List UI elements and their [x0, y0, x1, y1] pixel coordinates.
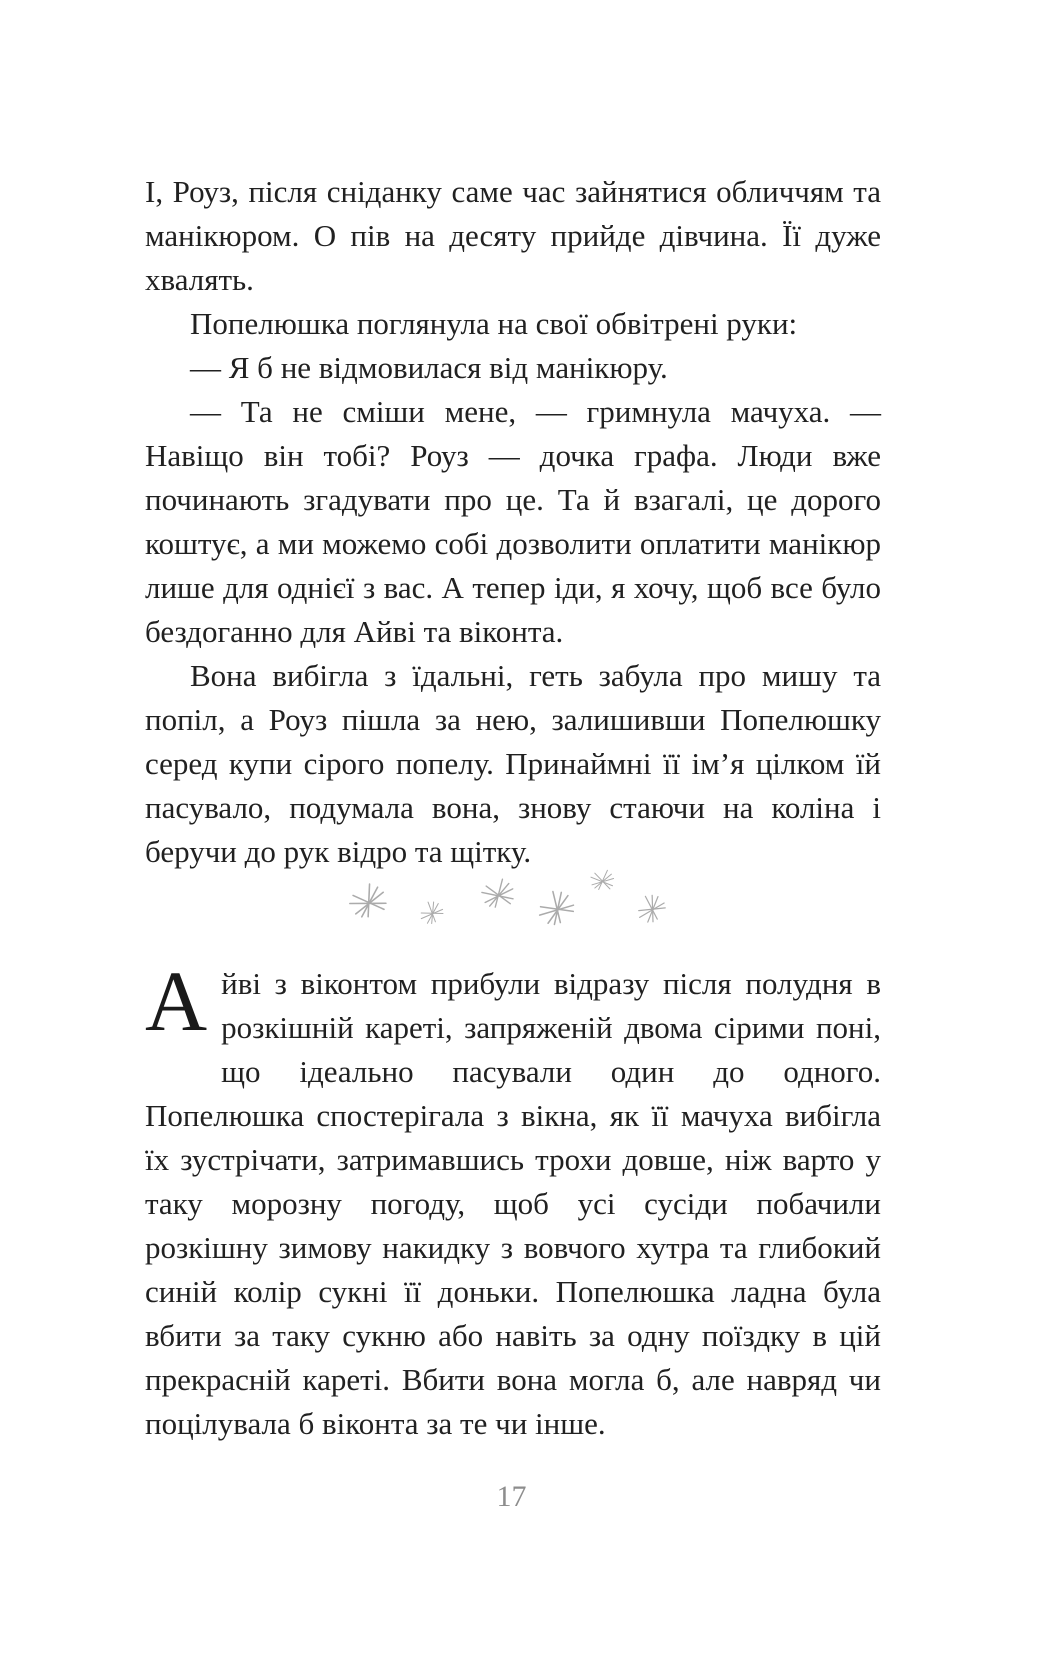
drop-cap-letter: А	[145, 953, 208, 1049]
paragraph-text: йві з віконтом прибули відразу після полудня в розкішній кареті, запряженій двома сірими поні, що ідеально пасували один до одного. Попелюшка спостерігала з вікна, як її мачуха вибігла їх зустрічати, затримавшись трохи довше, ніж варто у таку морозну погоду, щоб усі сусіди побачили розкішну зимову накидку з вовчого хутра та глибокий синій колір сукні її доньки. Попелюшка ладна була вбити за таку сукню або навіть за одну поїздку в цій прекрасній кареті. Вбити вона могла б, але навряд чи поцілувала б віконта за те чи інше.	[145, 966, 881, 1441]
paragraph: І, Роуз, після сніданку саме час зайнятися обличчям та манікюром. О пів на десяту прийде дівчина. Її дуже хвалять.	[145, 174, 881, 297]
paragraph: Попелюшка поглянула на свої обвітрені руки:	[190, 306, 798, 341]
dialogue-paragraph: — Та не сміши мене, — гримнула мачуха. — Навіщо він тобі? Роуз — дочка графа. Люди вже починають згадувати про це. Та й взагалі, це дорого коштує, а ми можемо собі дозволити оплатити манікюр лише для однієї з вас. А тепер іди, я хочу, щоб все було бездоганно для Айві та віконта.	[145, 394, 881, 649]
sparkle-star-icon	[345, 879, 392, 926]
paragraph: Вона вибігла з їдальні, геть забула про мишу та попіл, а Роуз пішла за нею, залишивши Попелюшку серед купи сірого попелу. Принаймні її ім’я цілком їй пасувало, подумала вона, знову стаючи на коліна і беручи до рук відро та щітку.	[145, 658, 881, 869]
sparkle-star-icon	[416, 897, 449, 930]
body-text	[145, 170, 881, 1446]
page-number: 17	[496, 1480, 527, 1513]
sparkle-star-icon	[534, 886, 580, 932]
dialogue-line: — Я б не відмовилася від манікюру.	[190, 350, 668, 385]
section-divider	[145, 874, 881, 962]
drop-cap-paragraph	[145, 953, 881, 1446]
sparkle-star-icon	[631, 888, 674, 931]
sparkle-star-icon	[475, 872, 522, 919]
